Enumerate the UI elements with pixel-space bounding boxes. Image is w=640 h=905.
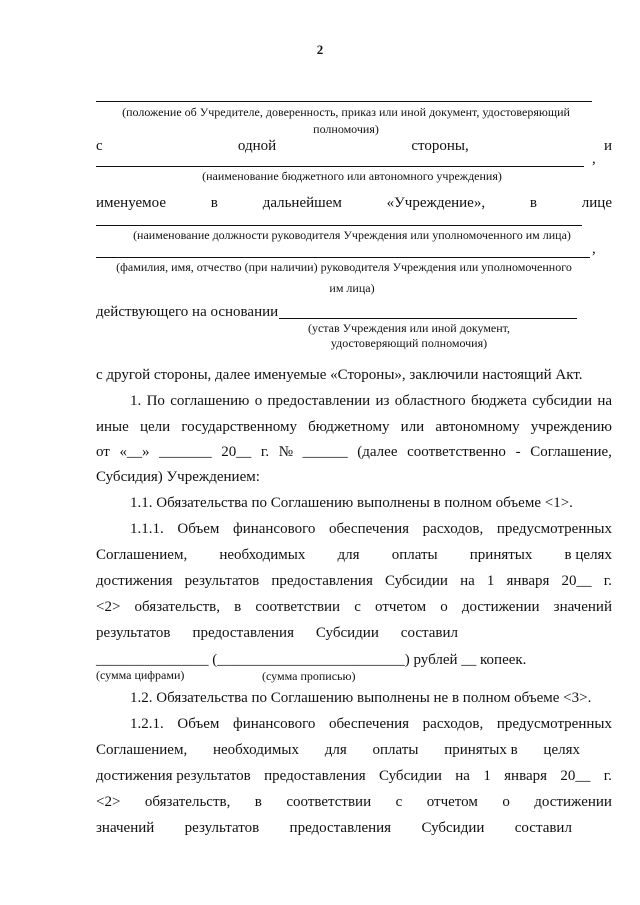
word: предусмотренных (496, 716, 612, 732)
caption-sum-digits: (сумма цифрами) (96, 668, 185, 682)
word: оплаты (372, 742, 419, 758)
word: <2> (96, 599, 121, 615)
word: обеспечения (328, 521, 410, 537)
word: 1 (486, 573, 495, 589)
word: г. (603, 768, 612, 784)
head-name-blank-line (96, 257, 590, 258)
word: с (395, 794, 403, 810)
word: Субсидии (421, 820, 485, 836)
word: - (515, 444, 521, 460)
caption-founder-document: (положение об Учредителе, доверенность, приказ или иной документ, удостоверяющий полномочия) (122, 105, 570, 136)
word: «Учреждение», (386, 195, 486, 211)
word: от (96, 444, 110, 460)
clause-1-1-1-line-2 (96, 546, 612, 564)
word: субсидии (532, 393, 592, 409)
word: г. (260, 444, 270, 460)
clause-1-1-1-line-1 (130, 520, 612, 538)
word: № (278, 444, 294, 460)
word: с (96, 138, 103, 154)
word: о (440, 599, 448, 615)
clause-1-2-1-line-5 (96, 819, 572, 837)
comma-mark: , (592, 241, 596, 257)
word: результатов (184, 820, 260, 836)
clause-1-line-2 (96, 418, 612, 436)
word: на (455, 768, 470, 784)
word: цели (139, 419, 171, 435)
word: соответственно (407, 444, 506, 460)
clause-1-2-1-line-3 (96, 767, 612, 785)
word: и (603, 138, 612, 154)
clause-1-2-1-line-2 (96, 741, 580, 759)
word: иные (96, 419, 129, 435)
word: именуемое (96, 195, 166, 211)
word: соответствии (286, 794, 372, 810)
comma-mark: , (592, 151, 596, 167)
caption-head-name: (фамилия, имя, отчество (при наличии) руководителя Учреждения или уполномоченного (116, 260, 572, 274)
word: для (324, 742, 347, 758)
word: финансового (232, 521, 316, 537)
word: соответствии (255, 599, 341, 615)
word: принятых в (444, 742, 518, 758)
sum-line: _______________ (_________________________) рублей __ копеек. (96, 652, 527, 668)
word: результатов (184, 573, 260, 589)
page-number: 2 (316, 42, 324, 57)
word: 20__ (221, 444, 252, 460)
word: в (234, 599, 242, 615)
word: составил (400, 625, 458, 641)
word: ______ (302, 444, 348, 460)
word: лице (581, 195, 612, 211)
word: достижении (461, 599, 540, 615)
word: принятых (469, 547, 533, 563)
word: Субсидии (379, 768, 442, 784)
named-line (96, 194, 612, 212)
word: государственному (181, 419, 297, 435)
caption-charter: (устав Учреждения или иной документ, (307, 321, 511, 335)
word: отчетом (426, 794, 478, 810)
word: обязательств, (144, 794, 231, 810)
word: Объем (177, 716, 220, 732)
word: 1 (483, 768, 491, 784)
word: учреждению (530, 419, 612, 435)
word: или (400, 419, 425, 435)
caption-head-name-cont: им лица) (329, 281, 375, 295)
head-position-blank-line (96, 225, 582, 226)
clause-1-line-4: Субсидия) Учреждением: (96, 469, 260, 485)
word: 20__ (560, 768, 591, 784)
caption-sum-words: (сумма прописью) (262, 669, 356, 683)
clause-1-1-1-line-5 (96, 624, 458, 642)
word: Соглашением, (96, 547, 188, 563)
word: финансового (232, 716, 316, 732)
word: 1. (130, 393, 142, 409)
caption-charter-cont: удостоверяющий полномочия) (330, 336, 488, 350)
word: бюджета (470, 393, 527, 409)
caption-head-position: (наименование должности руководителя Учреждения или уполномоченного им лица) (133, 228, 571, 242)
word: (далее (357, 444, 398, 460)
clause-1-2-1-line-4 (96, 793, 612, 811)
word: января (506, 573, 550, 589)
word: расходов, (422, 521, 484, 537)
word: дальнейшем (262, 195, 342, 211)
word: обязательств, (134, 599, 220, 615)
word: необходимых (219, 547, 306, 563)
word: предоставления (289, 820, 392, 836)
word: стороны, (411, 138, 469, 154)
word: в целях (564, 547, 612, 563)
word: достижения результатов (96, 768, 251, 784)
word: достижения (96, 573, 173, 589)
word: бюджетному (308, 419, 390, 435)
acting-basis-label: действующего на основании (96, 304, 279, 320)
word: областного (394, 393, 466, 409)
party-one-line (96, 137, 612, 155)
founder-blank-line (96, 101, 592, 102)
caption-institution: (наименование бюджетного или автономного учреждения) (202, 169, 502, 183)
institution-blank-line (96, 166, 584, 167)
word: автономному (435, 419, 520, 435)
clause-1-2: 1.2. Обязательства по Соглашению выполнены не в полном объеме <3>. (130, 690, 592, 706)
charter-blank-line (279, 318, 577, 319)
word: отчетом (375, 599, 427, 615)
word: _______ (159, 444, 212, 460)
word: расходов, (422, 716, 484, 732)
word: «__» (119, 444, 150, 460)
word: Соглашение, (530, 444, 612, 460)
word: предоставления (192, 625, 294, 641)
word: о (502, 794, 510, 810)
clause-1-line-3 (96, 443, 612, 461)
word: По (146, 393, 165, 409)
word: в (529, 195, 537, 211)
word: необходимых (212, 742, 299, 758)
word: предоставления (264, 768, 366, 784)
word: результатов (96, 625, 171, 641)
word: из (375, 393, 390, 409)
word: Соглашением, (96, 742, 188, 758)
word: января (504, 768, 548, 784)
word: в (210, 195, 218, 211)
word: оплаты (391, 547, 438, 563)
word: 1.1.1. (130, 521, 164, 537)
word: Объем (177, 521, 220, 537)
word: одной (237, 138, 277, 154)
word: предоставления (271, 573, 373, 589)
word: обеспечения (328, 716, 410, 732)
clause-1-1: 1.1. Обязательства по Соглашению выполнены в полном объеме <1>. (130, 495, 573, 511)
word: на (460, 573, 475, 589)
word: Субсидии (384, 573, 448, 589)
word: <2> (96, 794, 121, 810)
word: с (354, 599, 361, 615)
word: значений (96, 820, 155, 836)
word: предоставлении (267, 393, 371, 409)
word: 20__ (561, 573, 592, 589)
word: предусмотренных (496, 521, 612, 537)
word: соглашению (170, 393, 250, 409)
clause-1-1-1-line-3 (96, 572, 612, 590)
word: для (337, 547, 360, 563)
other-party-text: с другой стороны, далее именуемые «Стороны», заключили настоящий Акт. (96, 367, 583, 383)
clause-1-2-1-line-1 (130, 715, 612, 733)
word: достижении (534, 794, 612, 810)
word: Субсидии (315, 625, 379, 641)
word: на (597, 393, 612, 409)
word: значений (553, 599, 612, 615)
word: составил (514, 820, 572, 836)
word: целях (543, 742, 580, 758)
clause-1-line-1 (130, 392, 612, 410)
word: в (254, 794, 262, 810)
word: о (254, 393, 263, 409)
word: г. (603, 573, 612, 589)
clause-1-1-1-line-4 (96, 598, 612, 616)
word: 1.2.1. (130, 716, 164, 732)
